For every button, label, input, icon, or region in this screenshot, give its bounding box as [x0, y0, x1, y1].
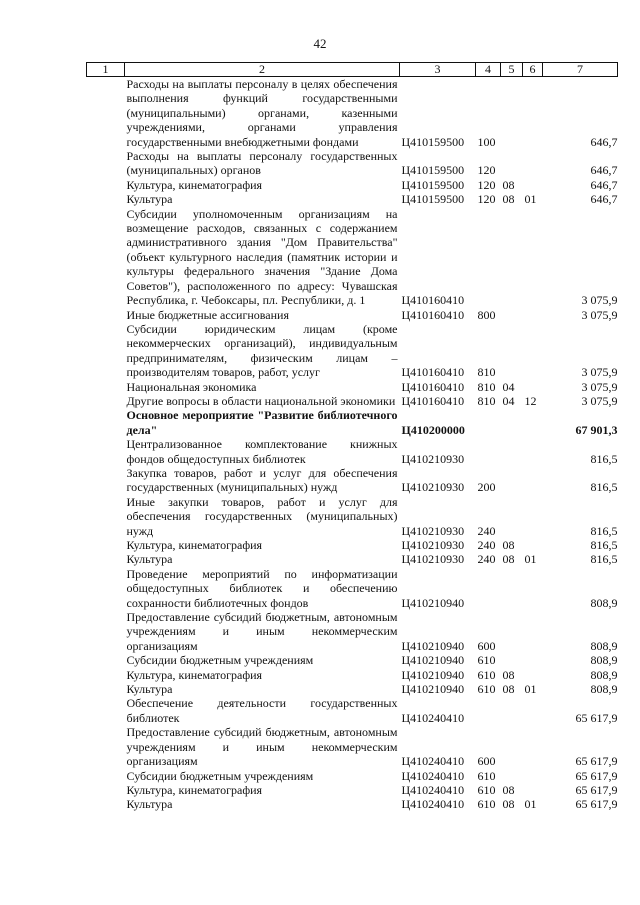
row-amount-cell: 646,7 — [590, 134, 618, 149]
row-amount-cell: 816,5 — [590, 552, 618, 567]
row-pr-cell — [523, 495, 543, 538]
table-row — [87, 178, 618, 192]
row-name-cell: Предоставление субсидий бюджетным, автономным учреждениям и иным некоммерческим организациям — [126, 725, 398, 769]
row-code-cell: Ц410210940 — [401, 595, 465, 610]
row-rz-cell: 08 — [502, 682, 515, 697]
table-row — [87, 466, 618, 495]
row-code-cell: Ц410159500 — [401, 134, 465, 149]
row-num-cell — [87, 308, 125, 322]
row-name-cell: Культура — [126, 192, 173, 207]
row-rz-cell — [501, 466, 523, 495]
row-pr-cell — [523, 77, 543, 150]
row-rz-cell — [501, 653, 523, 667]
row-vr-cell: 610 — [477, 782, 496, 797]
table-row — [87, 567, 618, 610]
page-number: 42 — [313, 36, 327, 51]
row-code-cell: Ц410160410 — [401, 307, 465, 322]
row-rz-cell — [501, 610, 523, 653]
row-code-cell: Ц410210930 — [401, 523, 465, 538]
row-amount-cell: 646,7 — [590, 163, 618, 178]
row-num-cell — [87, 495, 125, 538]
row-amount-cell: 808,9 — [590, 595, 618, 610]
row-num-cell — [87, 610, 125, 653]
row-num-cell — [87, 466, 125, 495]
row-pr-cell — [523, 149, 543, 178]
row-code-cell: Ц410160410 — [401, 365, 465, 380]
row-pr-cell — [523, 567, 543, 610]
row-pr-cell: 01 — [524, 552, 537, 567]
row-amount-cell: 65 617,9 — [575, 710, 618, 725]
row-code-cell: Ц410240410 — [401, 782, 465, 797]
row-code-cell: Ц410240410 — [401, 754, 465, 769]
row-name-cell: Субсидии бюджетным учреждениям — [126, 653, 314, 668]
row-name-cell: Субсидии уполномоченным организациям на возмещение расходов, связанных с содержанием административного здания "Дом Правительства" (объект культурного наследия (памятник истории и культуры федерального значения "Здание Дома Советов"), расположенного по адресу: Чувашская Республика, г. Чебоксары, пл. Республики, д. 1 — [126, 206, 398, 308]
row-name-cell: Предоставление субсидий бюджетным, автономным учреждениям и иным некоммерческим организациям — [126, 610, 398, 653]
row-name-cell: Расходы на выплаты персоналу в целях обеспечения выполнения функций государственными (муниципальными) органами, казенными учреждениями, органами управления государственными внебюджетными фондами — [126, 77, 398, 149]
row-code-cell: Ц410210930 — [401, 451, 465, 466]
row-amount-cell: 808,9 — [590, 667, 618, 682]
table-row — [87, 308, 618, 322]
table-row — [87, 207, 618, 308]
row-rz-cell — [501, 437, 523, 466]
table-row — [87, 769, 618, 783]
row-num-cell — [87, 178, 125, 192]
row-vr-cell: 600 — [477, 638, 496, 653]
row-name-cell: Обеспечение деятельности государственных библиотек — [126, 696, 398, 725]
row-vr-cell: 610 — [477, 768, 496, 783]
table-row — [87, 552, 618, 566]
row-rz-cell — [501, 696, 523, 725]
row-amount-cell: 3 075,9 — [581, 307, 618, 322]
row-pr-cell — [523, 380, 543, 394]
header-col-4: 4 — [476, 63, 501, 77]
header-col-3: 3 — [400, 63, 476, 77]
row-vr-cell: 610 — [477, 667, 496, 682]
budget-table-wrap — [86, 62, 617, 812]
row-code-cell: Ц410240410 — [401, 797, 465, 812]
row-amount-cell: 65 617,9 — [575, 782, 618, 797]
row-rz-cell — [501, 149, 523, 178]
row-rz-cell — [501, 77, 523, 150]
row-num-cell — [87, 696, 125, 725]
row-vr-cell: 200 — [477, 480, 496, 495]
row-num-cell — [87, 725, 125, 768]
row-amount-cell: 67 901,3 — [575, 422, 618, 437]
table-row — [87, 797, 618, 811]
table-row — [87, 783, 618, 797]
row-name-cell: Культура, кинематография — [126, 782, 263, 797]
row-rz-cell: 08 — [502, 667, 515, 682]
header-col-5: 5 — [501, 63, 523, 77]
table-row — [87, 394, 618, 408]
header-col-2: 2 — [125, 63, 400, 77]
row-vr-cell: 810 — [477, 379, 496, 394]
row-code-cell: Ц410240410 — [401, 710, 465, 725]
row-pr-cell — [523, 769, 543, 783]
row-vr-cell: 240 — [477, 523, 496, 538]
row-code-cell: Ц410240410 — [401, 768, 465, 783]
table-body — [87, 77, 618, 812]
row-pr-cell — [523, 783, 543, 797]
row-amount-cell: 65 617,9 — [575, 768, 618, 783]
row-vr-cell: 810 — [477, 365, 496, 380]
header-row — [87, 63, 618, 77]
row-vr-cell: 100 — [477, 134, 496, 149]
row-name-cell: Расходы на выплаты персоналу государственных (муниципальных) органов — [126, 149, 398, 178]
table-row — [87, 437, 618, 466]
row-amount-cell: 646,7 — [590, 192, 618, 207]
row-name-cell: Культура — [126, 797, 173, 812]
row-code-cell: Ц410210940 — [401, 682, 465, 697]
row-name-cell: Культура — [126, 682, 173, 697]
row-name-cell: Культура, кинематография — [126, 538, 263, 552]
row-pr-cell — [523, 696, 543, 725]
row-pr-cell: 01 — [524, 682, 537, 697]
table-row — [87, 192, 618, 206]
row-name-cell: Субсидии юридическим лицам (кроме некоммерческих организаций), индивидуальным предпринимателям, физическим лицам – производителям товаров, работ, услуг — [126, 321, 398, 380]
row-rz-cell: 08 — [502, 797, 515, 812]
table-row — [87, 538, 618, 552]
row-code-cell: Ц410159500 — [401, 177, 465, 192]
row-rz-cell: 08 — [502, 177, 515, 192]
row-name-cell: Культура, кинематография — [126, 667, 263, 682]
row-amount-cell: 3 075,9 — [581, 365, 618, 380]
row-rz-cell: 08 — [502, 538, 515, 552]
row-pr-cell: 01 — [524, 192, 537, 207]
row-pr-cell — [523, 725, 543, 768]
row-name-cell: Культура — [126, 552, 173, 567]
row-code-cell: Ц410160410 — [401, 293, 465, 308]
row-pr-cell: 12 — [524, 393, 537, 408]
row-num-cell — [87, 207, 125, 308]
row-rz-cell — [501, 769, 523, 783]
row-vr-cell — [476, 207, 501, 308]
table-row — [87, 696, 618, 725]
row-name-cell: Централизованное комплектование книжных фондов общедоступных библиотек — [126, 437, 398, 466]
row-amount-cell: 816,5 — [590, 480, 618, 495]
table-row — [87, 725, 618, 768]
row-name-cell: Другие вопросы в области национальной экономики — [126, 393, 396, 408]
row-pr-cell — [523, 178, 543, 192]
table-row — [87, 682, 618, 696]
row-code-cell: Ц410210930 — [401, 480, 465, 495]
row-vr-cell — [476, 408, 501, 437]
row-name-cell: Проведение мероприятий по информатизации общедоступных библиотек и обеспечению сохранности библиотечных фондов — [126, 566, 398, 610]
row-amount-cell: 816,5 — [590, 538, 618, 552]
row-vr-cell: 610 — [477, 682, 496, 697]
row-num-cell — [87, 797, 125, 811]
row-code-cell: Ц410210940 — [401, 653, 465, 668]
row-rz-cell: 08 — [502, 192, 515, 207]
row-vr-cell: 800 — [477, 307, 496, 322]
row-num-cell — [87, 192, 125, 206]
row-code-cell: Ц410160410 — [401, 379, 465, 394]
row-code-cell: Ц410210930 — [401, 552, 465, 567]
row-name-cell: Культура, кинематография — [126, 177, 263, 192]
row-vr-cell: 120 — [477, 163, 496, 178]
table-row — [87, 408, 618, 437]
row-vr-cell: 810 — [477, 393, 496, 408]
row-num-cell — [87, 394, 125, 408]
table-row — [87, 322, 618, 380]
row-amount-cell: 65 617,9 — [575, 797, 618, 812]
row-vr-cell — [476, 437, 501, 466]
table-header — [87, 63, 618, 77]
header-col-6: 6 — [523, 63, 543, 77]
row-num-cell — [87, 380, 125, 394]
row-amount-cell: 646,7 — [590, 177, 618, 192]
row-name-cell: Субсидии бюджетным учреждениям — [126, 768, 314, 783]
row-code-cell: Ц410210940 — [401, 638, 465, 653]
table-row — [87, 380, 618, 394]
row-rz-cell: 04 — [502, 393, 515, 408]
row-vr-cell: 610 — [477, 653, 496, 668]
row-pr-cell — [523, 437, 543, 466]
row-num-cell — [87, 322, 125, 380]
row-amount-cell: 808,9 — [590, 682, 618, 697]
row-name-cell: Иные бюджетные ассигнования — [126, 307, 289, 322]
row-vr-cell: 120 — [477, 192, 496, 207]
row-rz-cell — [501, 322, 523, 380]
row-pr-cell: 01 — [524, 797, 537, 812]
row-pr-cell — [523, 322, 543, 380]
row-rz-cell — [501, 725, 523, 768]
row-pr-cell — [523, 207, 543, 308]
row-rz-cell — [501, 207, 523, 308]
row-num-cell — [87, 437, 125, 466]
row-amount-cell: 816,5 — [590, 523, 618, 538]
row-num-cell — [87, 668, 125, 682]
row-amount-cell: 816,5 — [590, 451, 618, 466]
header-col-7: 7 — [543, 63, 618, 77]
row-num-cell — [87, 567, 125, 610]
row-rz-cell — [501, 308, 523, 322]
row-code-cell: Ц410210930 — [401, 538, 465, 552]
row-num-cell — [87, 769, 125, 783]
row-code-cell: Ц410210940 — [401, 667, 465, 682]
row-rz-cell — [501, 567, 523, 610]
row-amount-cell: 808,9 — [590, 638, 618, 653]
table-row — [87, 653, 618, 667]
row-num-cell — [87, 149, 125, 178]
table-row — [87, 149, 618, 178]
row-name-cell: Основное мероприятие "Развитие библиотечного дела" — [126, 408, 398, 437]
row-pr-cell — [523, 610, 543, 653]
row-num-cell — [87, 77, 125, 150]
row-code-cell: Ц410159500 — [401, 192, 465, 207]
row-pr-cell — [523, 538, 543, 552]
row-num-cell — [87, 682, 125, 696]
row-num-cell — [87, 653, 125, 667]
row-pr-cell — [523, 668, 543, 682]
row-vr-cell: 600 — [477, 754, 496, 769]
row-num-cell — [87, 408, 125, 437]
row-rz-cell: 08 — [502, 552, 515, 567]
row-amount-cell: 3 075,9 — [581, 393, 618, 408]
table-row — [87, 495, 618, 538]
row-vr-cell — [476, 567, 501, 610]
row-vr-cell — [476, 696, 501, 725]
table-row — [87, 610, 618, 653]
row-vr-cell: 610 — [477, 797, 496, 812]
table-row — [87, 77, 618, 150]
row-name-cell: Закупка товаров, работ и услуг для обеспечения государственных (муниципальных) нужд — [126, 465, 398, 495]
row-num-cell — [87, 552, 125, 566]
row-amount-cell: 808,9 — [590, 653, 618, 668]
row-code-cell: Ц410160410 — [401, 393, 465, 408]
row-code-cell: Ц410159500 — [401, 163, 465, 178]
row-pr-cell — [523, 653, 543, 667]
row-rz-cell — [501, 495, 523, 538]
row-vr-cell: 240 — [477, 538, 496, 552]
row-name-cell: Иные закупки товаров, работ и услуг для обеспечения государственных (муниципальных) нужд — [126, 494, 398, 538]
budget-table — [86, 62, 618, 812]
row-num-cell — [87, 783, 125, 797]
row-rz-cell: 08 — [502, 782, 515, 797]
row-pr-cell — [523, 308, 543, 322]
row-rz-cell: 04 — [502, 379, 515, 394]
row-num-cell — [87, 538, 125, 552]
row-pr-cell — [523, 408, 543, 437]
row-pr-cell — [523, 466, 543, 495]
row-vr-cell: 240 — [477, 552, 496, 567]
row-amount-cell: 3 075,9 — [581, 379, 618, 394]
row-code-cell: Ц410200000 — [401, 422, 465, 437]
row-amount-cell: 65 617,9 — [575, 754, 618, 769]
row-vr-cell: 120 — [477, 177, 496, 192]
row-rz-cell — [501, 408, 523, 437]
table-row — [87, 668, 618, 682]
row-amount-cell: 3 075,9 — [581, 293, 618, 308]
header-col-1: 1 — [87, 63, 125, 77]
row-name-cell: Национальная экономика — [126, 379, 257, 394]
